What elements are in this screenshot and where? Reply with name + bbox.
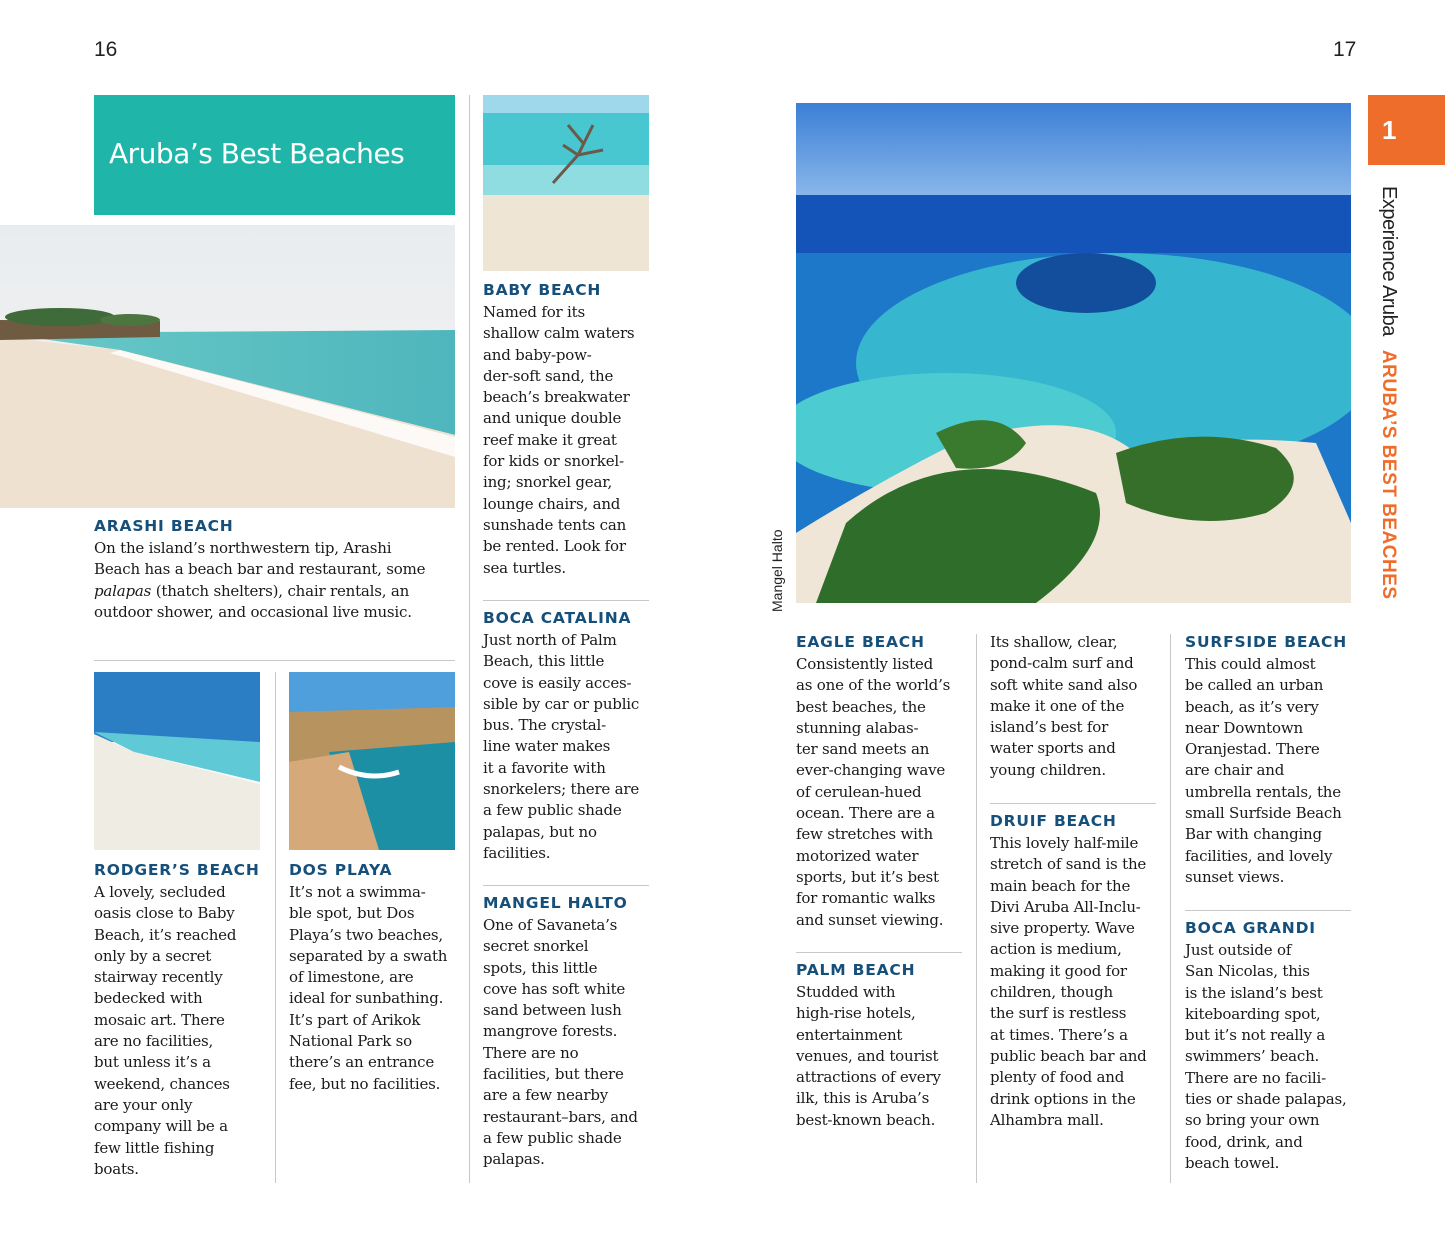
entry-body: Its shallow, clear, pond-calm surf and soft white sand also make it one of the island’s best for water sports and young children. bbox=[990, 633, 1138, 779]
section-divider bbox=[990, 803, 1156, 804]
entry-heading: DOS PLAYA bbox=[289, 861, 393, 879]
entry-baby-beach bbox=[483, 280, 658, 579]
column-divider bbox=[275, 672, 276, 1183]
entry-dos-playa bbox=[289, 860, 464, 1095]
entry-heading: SURFSIDE BEACH bbox=[1185, 633, 1347, 651]
dos-playa-photo bbox=[289, 672, 455, 850]
entry-boca-grandi bbox=[1185, 918, 1363, 1174]
baby-beach-photo bbox=[483, 95, 649, 271]
running-header bbox=[1377, 186, 1400, 600]
section-label: Experience Aruba bbox=[1378, 186, 1400, 336]
entry-heading: MANGEL HALTO bbox=[483, 894, 628, 912]
entry-heading: RODGER’S BEACH bbox=[94, 861, 260, 879]
topic-label: ARUBA’S BEST BEACHES bbox=[1378, 349, 1399, 600]
entry-body: Consistently listed as one of the world’s best beaches, the stunning alabas- ter sand meets an ever-changing wave of cerulean-hued ocean. There are a few stretches with motorized water sports, but it’s best for romantic walks and sunset viewing. bbox=[796, 655, 951, 929]
entry-heading: BOCA CATALINA bbox=[483, 609, 632, 627]
entry-body: One of Savaneta’s secret snorkel spots, this little cove has soft white sand between lush mangrove forests. There are no facilities, but there are a few nearby restaurant–bars, and a few public shade palapas. bbox=[483, 916, 638, 1169]
entry-body-text: (thatch shelters), chair rentals, an outdoor shower, and occasional live music. bbox=[94, 581, 412, 621]
photo-credit: Mangel Halto bbox=[769, 529, 785, 612]
column-divider bbox=[469, 95, 470, 1183]
entry-eagle-beach-continued bbox=[990, 632, 1168, 781]
entry-body: Studded with high-rise hotels, entertainment venues, and tourist attractions of every ilk, this is Aruba’s best-known beach. bbox=[796, 983, 941, 1129]
entry-palm-beach bbox=[796, 960, 974, 1131]
entry-heading: ARASHI BEACH bbox=[94, 517, 234, 535]
entry-heading: DRUIF BEACH bbox=[990, 812, 1117, 830]
entry-body: This could almost be called an urban beach, as it’s very near Downtown Oranjestad. There are chair and umbrella rentals, the small Surfside Beach Bar with changing facilities, and lovely sunset views. bbox=[1185, 655, 1342, 886]
entry-body bbox=[94, 538, 455, 623]
entry-arashi-beach bbox=[94, 516, 455, 623]
chapter-number-tab: 1 bbox=[1368, 95, 1445, 165]
entry-heading: EAGLE BEACH bbox=[796, 633, 925, 651]
section-divider bbox=[483, 600, 649, 601]
mangel-halto-aerial-photo bbox=[796, 103, 1351, 603]
section-divider bbox=[796, 952, 962, 953]
entry-body: Just north of Palm Beach, this little cove is easily acces- sible by car or public bus. The crystal- line water makes it a favorite with snorkelers; there are a few public shade palapas, but no facilities. bbox=[483, 631, 640, 862]
entry-body: Just outside of San Nicolas, this is the island’s best kiteboarding spot, but it’s not really a swimmers’ beach. There are no facili- ties or shade palapas, so bring your own food, drink, and beach towel. bbox=[1185, 941, 1347, 1172]
entry-eagle-beach bbox=[796, 632, 974, 931]
column-divider bbox=[976, 634, 977, 1183]
entry-heading: PALM BEACH bbox=[796, 961, 916, 979]
column-divider bbox=[1170, 634, 1171, 1183]
entry-body-text: On the island’s northwestern tip, Arashi Beach has a beach bar and restaurant, some bbox=[94, 539, 426, 579]
page-title: Aruba’s Best Beaches bbox=[94, 95, 455, 215]
entry-boca-catalina bbox=[483, 608, 658, 864]
entry-surfside-beach bbox=[1185, 632, 1363, 888]
entry-heading: BOCA GRANDI bbox=[1185, 919, 1316, 937]
entry-mangel-halto bbox=[483, 893, 658, 1171]
entry-body: Named for its shallow calm waters and baby-pow- der-soft sand, the beach’s breakwater and unique double reef make it great for kids or snorkel- ing; snorkel gear, lounge chairs, and sunshade tents can be rented. Look for sea turtles. bbox=[483, 303, 635, 577]
entry-body-emphasis: palapas bbox=[94, 581, 152, 600]
entry-body: A lovely, secluded oasis close to Baby Beach, it’s reached only by a secret stairway recently bedecked with mosaic art. There are no facilities, but unless it’s a weekend, chances are your only company will be a few little fishing boats. bbox=[94, 883, 237, 1178]
entry-rodgers-beach bbox=[94, 860, 269, 1180]
section-divider bbox=[483, 885, 649, 886]
rodgers-beach-photo bbox=[94, 672, 260, 850]
entry-body: It’s not a swimma- ble spot, but Dos Playa’s two beaches, separated by a swath of limestone, are ideal for sunbathing. It’s part of Arikok National Park so there’s an entrance fee, but no facilities. bbox=[289, 883, 448, 1093]
page-number-right: 17 bbox=[1333, 38, 1357, 61]
entry-druif-beach bbox=[990, 811, 1168, 1131]
entry-heading: BABY BEACH bbox=[483, 281, 602, 299]
section-divider bbox=[1185, 910, 1351, 911]
arashi-beach-photo bbox=[0, 225, 455, 508]
page-number-left: 16 bbox=[94, 38, 118, 61]
entry-body: This lovely half-mile stretch of sand is the main beach for the Divi Aruba All-Inclu- sive property. Wave action is medium, making it good for children, though the surf is restless at times. There’s a public beach bar and plenty of food and drink options in the Alhambra mall. bbox=[990, 834, 1147, 1129]
section-divider bbox=[94, 660, 455, 661]
